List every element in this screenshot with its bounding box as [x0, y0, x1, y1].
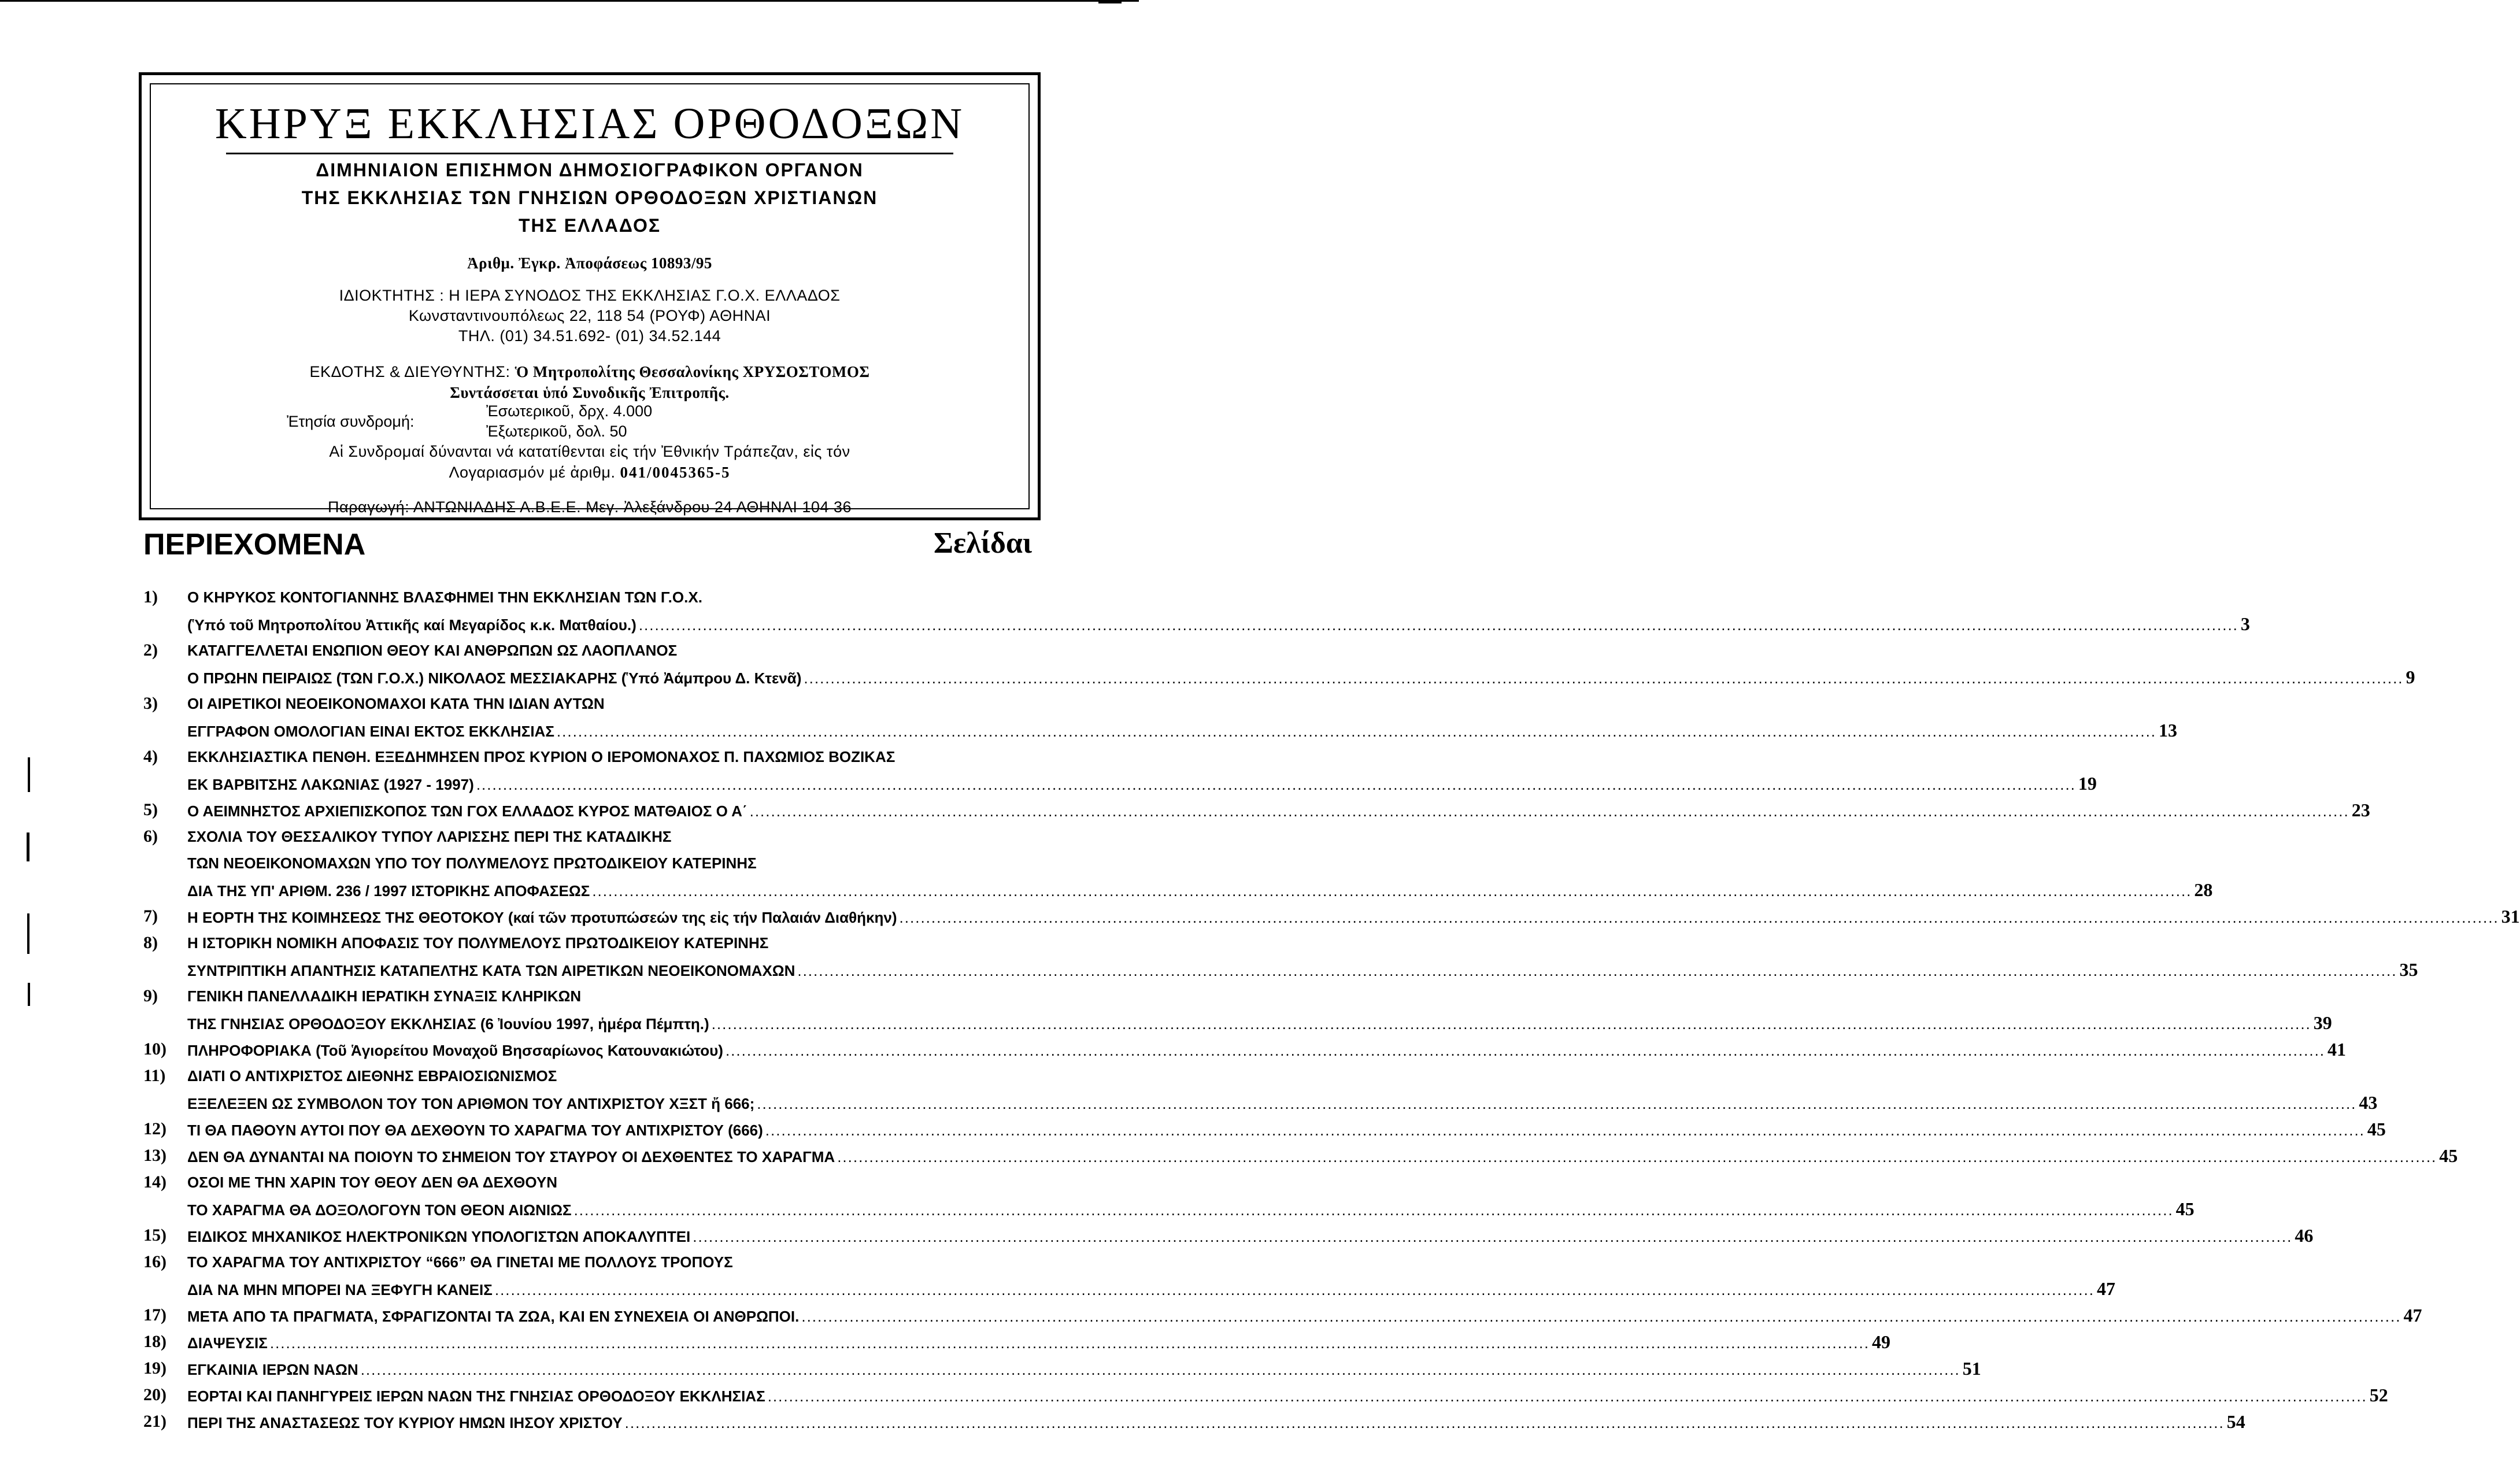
toc-entry-line: [187, 1408, 2245, 1435]
toc-entry-title: ΤΗΣ ΓΝΗΣΙΑΣ ΟΡΘΟΔΟΞΟΥ ΕΚΚΛΗΣΙΑΣ (6 Ἰουνίου 1997, ἡμέρα Πέμπτη.): [187, 1015, 709, 1033]
toc-entry: [143, 903, 2520, 930]
toc-entry-line: ΟΙ ΑΙΡΕΤΙΚΟΙ ΝΕΟΕΙΚΟΝΟΜΑΧΟΙ ΚΑΤΑ ΤΗΝ ΙΔΙΑΝ ΑΥΤΩΝ: [187, 695, 605, 712]
toc-entry-title: ΕΚ ΒΑΡΒΙΤΣΗΣ ΛΑΚΩΝΙΑΣ (1927 - 1997): [187, 776, 474, 793]
toc-entry: [143, 1116, 2386, 1142]
toc-page-number: 35: [2399, 959, 2418, 980]
toc-page-number: 41: [2327, 1039, 2347, 1060]
toc-entry: [143, 690, 2178, 743]
toc-page-number: 46: [2295, 1225, 2314, 1246]
toc-entry-number: 18): [143, 1332, 166, 1351]
toc-entry-line: [187, 770, 2097, 797]
toc-page-number: 47: [2096, 1278, 2115, 1299]
owner-line: ΙΔΙΟΚΤΗΤΗΣ : Η ΙΕΡΑ ΣΥΝΟΔΟΣ ΤΗΣ ΕΚΚΛΗΣΙΑΣ Γ.Ο.Χ. ΕΛΛΑΔΟΣ: [339, 287, 841, 304]
toc-entry-line: [187, 903, 2520, 930]
toc-page-number: 47: [2403, 1305, 2422, 1326]
toc-entry: [143, 1169, 2195, 1222]
masthead-box: [139, 72, 1041, 520]
scan-corner-mark: [1098, 0, 1122, 3]
toc-leader-dots: ............................................................................................................................................................................................................................................................................................................: [360, 1361, 1960, 1378]
toc-entry-title: ΔΕΝ ΘΑ ΔΥΝΑΝΤΑΙ ΝΑ ΠΟΙΟΥΝ ΤΟ ΣΗΜΕΙΟΝ ΤΟΥ ΣΤΑΥΡΟΥ ΟΙ ΔΕΧΘΕΝΤΕΣ ΤΟ ΧΑΡΑΓΜΑ: [187, 1148, 835, 1166]
toc-entry: [143, 1355, 1981, 1382]
publisher-name: Ὁ Μητροπολίτης Θεσσαλονίκης ΧΡΥΣΟΣΤΟΜΟΣ: [515, 363, 870, 380]
toc-entry-number: 21): [143, 1412, 166, 1431]
contents-heading: ΠΕΡΙΕΧΟΜΕΝΑ: [143, 528, 366, 561]
toc-entry: [143, 743, 2097, 797]
toc-page-number: 49: [1871, 1331, 1890, 1352]
deposit-prefix: Λογαριασμόν μέ ἀριθμ.: [449, 464, 616, 481]
toc-entry: [143, 1302, 2422, 1329]
toc-entry-title: ΠΕΡΙ ΤΗΣ ΑΝΑΣΤΑΣΕΩΣ ΤΟΥ ΚΥΡΙΟΥ ΗΜΩΝ ΙΗΣΟΥ ΧΡΙΣΤΟΥ: [187, 1414, 623, 1431]
subtitle-line-3: ΤΗΣ ΕΛΛΑΔΟΣ: [518, 215, 661, 236]
toc-entry-line: [187, 1036, 2347, 1063]
toc-entry-line: [187, 610, 2250, 637]
toc-entry-number: 20): [143, 1385, 166, 1404]
toc-page-number: 39: [2313, 1012, 2332, 1033]
publisher-label: ΕΚΔΟΤΗΣ & ΔΙΕΥΘΥΝΤΗΣ:: [309, 363, 510, 380]
toc-entry: [143, 637, 2415, 690]
toc-entry-number: 15): [143, 1226, 166, 1245]
toc-page-number: 51: [1962, 1358, 1981, 1379]
deposit-account-number: 041/0045365-5: [620, 464, 731, 481]
toc-entry-number: 14): [143, 1172, 166, 1192]
toc-entry: [143, 1063, 2378, 1116]
toc-entry-line: [187, 1302, 2422, 1329]
toc-entry-line: Ο ΚΗΡΥΚΟΣ ΚΟΝΤΟΓΙΑΝΝΗΣ ΒΛΑΣΦΗΜΕΙ ΤΗΝ ΕΚΚΛΗΣΙΑΝ ΤΩΝ Γ.Ο.Χ.: [187, 589, 702, 606]
registration-number: Ἀριθμ. Ἐγκρ. Ἀποφάσεως 10893/95: [467, 254, 712, 272]
toc-entry-title: Ο ΠΡΩΗΝ ΠΕΙΡΑΙΩΣ (ΤΩΝ Γ.Ο.Χ.) ΝΙΚΟΛΑΟΣ ΜΕΣΣΙΑΚΑΡΗΣ (Ὑπό Ἀάμπρου Δ. Κτενᾶ): [187, 669, 802, 687]
toc-page-number: 3: [2240, 613, 2250, 634]
toc-entry: [143, 1222, 2314, 1249]
toc-entry: [143, 1142, 2458, 1169]
toc-entry-title: ΤΟ ΧΑΡΑΓΜΑ ΘΑ ΔΟΞΟΛΟΓΟΥΝ ΤΟΝ ΘΕΟΝ ΑΙΩΝΙΩΣ: [187, 1201, 572, 1219]
toc-entry-title: ΜΕΤΑ ΑΠΟ ΤΑ ΠΡΑΓΜΑΤΑ, ΣΦΡΑΓΙΖΟΝΤΑΙ ΤΑ ΖΩΑ, ΚΑΙ ΕΝ ΣΥΝΕΧΕΙΑ ΟΙ ΑΝΘΡΩΠΟΙ.: [187, 1308, 800, 1325]
toc-entry-title: ΠΛΗΡΟΦΟΡΙΑΚΑ (Τοῦ Ἁγιορείτου Μοναχοῦ Βησσαρίωνος Κατουνακιώτου): [187, 1042, 723, 1059]
toc-entry-number: 4): [143, 747, 158, 766]
toc-entry-number: 12): [143, 1119, 166, 1138]
toc-leader-dots: ............................................................................................................................................................................................................................................................................................................: [556, 723, 2157, 740]
toc-entry-number: 5): [143, 800, 158, 819]
toc-entry-number: 9): [143, 986, 158, 1005]
toc-leader-dots: ............................................................................................................................................................................................................................................................................................................: [592, 882, 2192, 900]
toc-leader-dots: ............................................................................................................................................................................................................................................................................................................: [494, 1281, 2095, 1298]
toc-page-number: 52: [2369, 1385, 2388, 1405]
toc-entry-line: [187, 1329, 1890, 1355]
toc-entry-line: [187, 956, 2418, 983]
toc-page-number: 9: [2406, 667, 2415, 687]
toc-leader-dots: ............................................................................................................................................................................................................................................................................................................: [801, 1308, 2401, 1325]
toc-page-number: 23: [2351, 800, 2370, 820]
scan-edge-line: [0, 0, 1139, 2]
toc-entry-number: 11): [143, 1066, 166, 1085]
toc-leader-dots: ............................................................................................................................................................................................................................................................................................................: [725, 1042, 2326, 1059]
toc-entry-line: [187, 1222, 2314, 1249]
toc-entry-title: ΤΙ ΘΑ ΠΑΘΟΥΝ ΑΥΤΟΙ ΠΟΥ ΘΑ ΔΕΧΘΟΥΝ ΤΟ ΧΑΡΑΓΜΑ ΤΟΥ ΑΝΤΙΧΡΙΣΤΟΥ (666): [187, 1122, 763, 1139]
toc-entry-title: Η ΕΟΡΤΗ ΤΗΣ ΚΟΙΜΗΣΕΩΣ ΤΗΣ ΘΕΟΤΟΚΟΥ (καί τῶν προτυπώσεών της εἰς τήν Παλαιάν Διαθήκην): [187, 909, 897, 926]
toc-leader-dots: ............................................................................................................................................................................................................................................................................................................: [804, 669, 2404, 687]
toc-entry-title: ΕΓΚΑΙΝΙΑ ΙΕΡΩΝ ΝΑΩΝ: [187, 1361, 358, 1378]
toc-page-number: 13: [2159, 720, 2178, 741]
toc-entry-number: 16): [143, 1252, 166, 1271]
toc-entry-number: 13): [143, 1146, 166, 1165]
address-line: Κωνσταντινουπόλεως 22, 118 54 (ΡΟΥΦ) ΑΘΗΝΑΙ: [408, 307, 771, 324]
toc-entry-title: (Ὑπό τοῦ Μητροπολίτου Ἀττικῆς καί Μεγαρίδος κ.κ. Ματθαίου.): [187, 616, 637, 634]
toc-entry-line: [187, 1382, 2388, 1408]
toc-entry-line: [187, 717, 2178, 743]
toc-entry-title: ΕΞΕΛΕΞΕΝ ΩΣ ΣΥΜΒΟΛΟΝ ΤΟΥ ΤΟΝ ΑΡΙΘΜΟΝ ΤΟΥ ΑΝΤΙΧΡΙΣΤΟΥ ΧΞΣΤ ἤ 666;: [187, 1095, 755, 1112]
toc-entry: [143, 584, 2250, 637]
title-rule: [226, 153, 953, 154]
margin-scan-mark: [28, 983, 30, 1006]
toc-entry: [143, 797, 2370, 823]
toc-entry: [143, 983, 2332, 1036]
toc-page-number: 45: [2367, 1119, 2386, 1139]
toc-page-number: 43: [2359, 1092, 2378, 1113]
toc-page-number: 31: [2501, 906, 2520, 927]
toc-page-number: 45: [2439, 1145, 2458, 1166]
toc-page-number: 45: [2175, 1198, 2195, 1219]
toc-entry-line: [187, 1009, 2332, 1036]
margin-scan-mark: [27, 913, 29, 954]
toc-leader-dots: ............................................................................................................................................................................................................................................................................................................: [797, 962, 2397, 979]
toc-entry-number: 19): [143, 1359, 166, 1378]
toc-leader-dots: ............................................................................................................................................................................................................................................................................................................: [269, 1334, 1870, 1352]
toc-entry-line: [187, 664, 2415, 690]
subscription-label: Ἐτησία συνδρομή:: [287, 413, 415, 430]
toc-entry-title: ΔΙΑ ΤΗΣ ΥΠ' ΑΡΙΘΜ. 236 / 1997 ΙΣΤΟΡΙΚΗΣ ΑΠΟΦΑΣΕΩΣ: [187, 882, 590, 900]
masthead-inner-frame: [150, 83, 1030, 516]
toc-entry-line: ΔΙΑΤΙ Ο ΑΝΤΙΧΡΙΣΤΟΣ ΔΙΕΘΝΗΣ ΕΒΡΑΙΟΣΙΩΝΙΣΜΟΣ: [187, 1067, 557, 1085]
toc-entry-number: 17): [143, 1305, 166, 1324]
toc-entry: [143, 1249, 2115, 1302]
subtitle-line-1: ΔΙΜΗΝΙΑΙΟΝ ΕΠΙΣΗΜΟΝ ΔΗΜΟΣΙΟΓΡΑΦΙΚΟΝ ΟΡΓΑΝΟΝ: [316, 160, 864, 180]
toc-entry-title: ΕΙΔΙΚΟΣ ΜΗΧΑΝΙΚΟΣ ΗΛΕΚΤΡΟΝΙΚΩΝ ΥΠΟΛΟΓΙΣΤΩΝ ΑΠΟΚΑΛΥΠΤΕΙ: [187, 1228, 691, 1245]
toc-page-number: 19: [2078, 773, 2097, 794]
toc-entry-line: ΓΕΝΙΚΗ ΠΑΝΕΛΛΑΔΙΚΗ ΙΕΡΑΤΙΚΗ ΣΥΝΑΞΙΣ ΚΛΗΡΙΚΩΝ: [187, 987, 582, 1005]
publisher-line: [151, 363, 1028, 381]
toc-entry-title: Ο ΑΕΙΜΝΗΣΤΟΣ ΑΡΧΙΕΠΙΣΚΟΠΟΣ ΤΩΝ ΓΟΧ ΕΛΛΑΔΟΣ ΚΥΡΟΣ ΜΑΤΘΑΙΟΣ Ο Α΄: [187, 802, 748, 820]
toc-leader-dots: ............................................................................................................................................................................................................................................................................................................: [624, 1414, 2225, 1431]
toc-entry-title: ΕΟΡΤΑΙ ΚΑΙ ΠΑΝΗΓΥΡΕΙΣ ΙΕΡΩΝ ΝΑΩΝ ΤΗΣ ΓΝΗΣΙΑΣ ΟΡΘΟΔΟΞΟΥ ΕΚΚΛΗΣΙΑΣ: [187, 1388, 765, 1405]
toc-entry-number: 10): [143, 1039, 166, 1059]
toc-entry-number: 6): [143, 827, 158, 846]
subscription-foreign: Ἐξωτερικοῦ, δολ. 50: [486, 423, 627, 440]
toc-entry-title: ΔΙΑ ΝΑ ΜΗΝ ΜΠΟΡΕΙ ΝΑ ΞΕΦΥΓΗ ΚΑΝΕΙΣ: [187, 1281, 493, 1298]
toc-leader-dots: ............................................................................................................................................................................................................................................................................................................: [837, 1148, 2437, 1166]
production-line: Παραγωγή: ΑΝΤΩΝΙΑΔΗΣ Α.Β.Ε.Ε. Μεγ. Ἀλεξάνδρου 24 ΑΘΗΝΑΙ 104 36: [328, 498, 852, 516]
deposit-line-1: Αἱ Συνδρομαί δύνανται νά κατατίθενται εἰς τήν Ἐθνικήν Τράπεζαν, εἰς τόν: [329, 443, 850, 460]
toc-entry: [143, 1036, 2347, 1063]
toc-entry-line: [187, 1116, 2386, 1142]
table-of-contents: [143, 584, 2520, 1435]
toc-entry-title: ΔΙΑΨΕΥΣΙΣ: [187, 1334, 268, 1352]
toc-entry-line: ΚΑΤΑΓΓΕΛΛΕΤΑΙ ΕΝΩΠΙΟΝ ΘΕΟΥ ΚΑΙ ΑΝΘΡΩΠΩΝ ΩΣ ΛΑΟΠΛΑΝΟΣ: [187, 642, 678, 659]
toc-leader-dots: ............................................................................................................................................................................................................................................................................................................: [711, 1015, 2311, 1033]
toc-entry-line: ΟΣΟΙ ΜΕ ΤΗΝ ΧΑΡΙΝ ΤΟΥ ΘΕΟΥ ΔΕΝ ΘΑ ΔΕΧΘΟΥΝ: [187, 1174, 558, 1191]
toc-entry-number: 2): [143, 641, 158, 660]
toc-entry-number: 8): [143, 933, 158, 952]
toc-leader-dots: ............................................................................................................................................................................................................................................................................................................: [573, 1201, 2174, 1219]
subscription-domestic: Ἐσωτερικοῦ, δρχ. 4.000: [486, 402, 653, 420]
publication-title: ΚΗΡΥΞ ΕΚΚΛΗΣΙΑΣ ΟΡΘΟΔΟΞΩΝ: [214, 99, 965, 148]
toc-entry-line: [187, 1089, 2378, 1116]
toc-entry-line: ΤΟ ΧΑΡΑΓΜΑ ΤΟΥ ΑΝΤΙΧΡΙΣΤΟΥ “666” ΘΑ ΓΙΝΕΤΑΙ ΜΕ ΠΟΛΛΟΥΣ ΤΡΟΠΟΥΣ: [187, 1253, 733, 1271]
toc-entry-line: [187, 1355, 1981, 1382]
toc-entry-number: 3): [143, 694, 158, 713]
toc-entry-title: ΣΥΝΤΡΙΠΤΙΚΗ ΑΠΑΝΤΗΣΙΣ ΚΑΤΑΠΕΛΤΗΣ ΚΑΤΑ ΤΩΝ ΑΙΡΕΤΙΚΩΝ ΝΕΟΕΙΚΟΝΟΜΑΧΩΝ: [187, 962, 795, 979]
toc-leader-dots: ............................................................................................................................................................................................................................................................................................................: [693, 1228, 2293, 1245]
toc-entry-number: 1): [143, 587, 158, 606]
toc-entry-line: ΣΧΟΛΙΑ ΤΟΥ ΘΕΣΣΑΛΙΚΟΥ ΤΥΠΟΥ ΛΑΡΙΣΣΗΣ ΠΕΡΙ ΤΗΣ ΚΑΤΑΔΙΚΗΣ: [187, 828, 672, 845]
toc-leader-dots: ............................................................................................................................................................................................................................................................................................................: [476, 776, 2076, 793]
toc-entry-line: [187, 797, 2370, 823]
toc-entry-title: ΕΓΓΡΑΦΟΝ ΟΜΟΛΟΓΙΑΝ ΕΙΝΑΙ ΕΚΤΟΣ ΕΚΚΛΗΣΙΑΣ: [187, 723, 554, 740]
composed-by-line: Συντάσσεται ὑπό Συνοδικῆς Ἐπιτροπῆς.: [450, 384, 730, 401]
toc-entry: [143, 1408, 2245, 1435]
deposit-line-2: [151, 464, 1028, 482]
toc-entry: [143, 1329, 1890, 1355]
pages-heading: Σελίδαι: [933, 527, 1032, 560]
toc-entry-line: Η ΙΣΤΟΡΙΚΗ ΝΟΜΙΚΗ ΑΠΟΦΑΣΙΣ ΤΟΥ ΠΟΛΥΜΕΛΟΥΣ ΠΡΩΤΟΔΙΚΕΙΟΥ ΚΑΤΕΡΙΝΗΣ: [187, 934, 769, 952]
toc-leader-dots: ............................................................................................................................................................................................................................................................................................................: [638, 616, 2238, 634]
phone-line: ΤΗΛ. (01) 34.51.692- (01) 34.52.144: [458, 327, 721, 345]
toc-leader-dots: ............................................................................................................................................................................................................................................................................................................: [765, 1122, 2365, 1139]
toc-entry-line: ΕΚΚΛΗΣΙΑΣΤΙΚΑ ΠΕΝΘΗ. ΕΞΕΔΗΜΗΣΕΝ ΠΡΟΣ ΚΥΡΙΟΝ Ο ΙΕΡΟΜΟΝΑΧΟΣ Π. ΠΑΧΩΜΙΟΣ ΒΟΖΙΚΑΣ: [187, 748, 895, 765]
toc-entry: [143, 1382, 2388, 1408]
toc-leader-dots: ............................................................................................................................................................................................................................................................................................................: [767, 1388, 2367, 1405]
toc-leader-dots: ............................................................................................................................................................................................................................................................................................................: [899, 909, 2499, 926]
toc-page-number: 28: [2194, 879, 2213, 900]
toc-entry: [143, 823, 2213, 903]
toc-entry-line: [187, 1142, 2458, 1169]
margin-scan-mark: [28, 757, 30, 792]
toc-page-number: 54: [2226, 1411, 2245, 1432]
toc-entry-line: [187, 1196, 2195, 1222]
toc-entry: [143, 930, 2418, 983]
toc-entry-line: [187, 876, 2213, 903]
toc-entry-line: [187, 1275, 2115, 1302]
toc-entry-number: 7): [143, 906, 158, 926]
toc-entry-line: ΤΩΝ ΝΕΟΕΙΚΟΝΟΜΑΧΩΝ ΥΠΟ ΤΟΥ ΠΟΛΥΜΕΛΟΥΣ ΠΡΩΤΟΔΙΚΕΙΟΥ ΚΑΤΕΡΙΝΗΣ: [187, 854, 757, 872]
margin-scan-mark: [27, 832, 29, 861]
toc-leader-dots: ............................................................................................................................................................................................................................................................................................................: [749, 802, 2349, 820]
subtitle-line-2: ΤΗΣ ΕΚΚΛΗΣΙΑΣ ΤΩΝ ΓΝΗΣΙΩΝ ΟΡΘΟΔΟΞΩΝ ΧΡΙΣΤΙΑΝΩΝ: [301, 187, 878, 208]
toc-leader-dots: ............................................................................................................................................................................................................................................................................................................: [757, 1095, 2357, 1112]
